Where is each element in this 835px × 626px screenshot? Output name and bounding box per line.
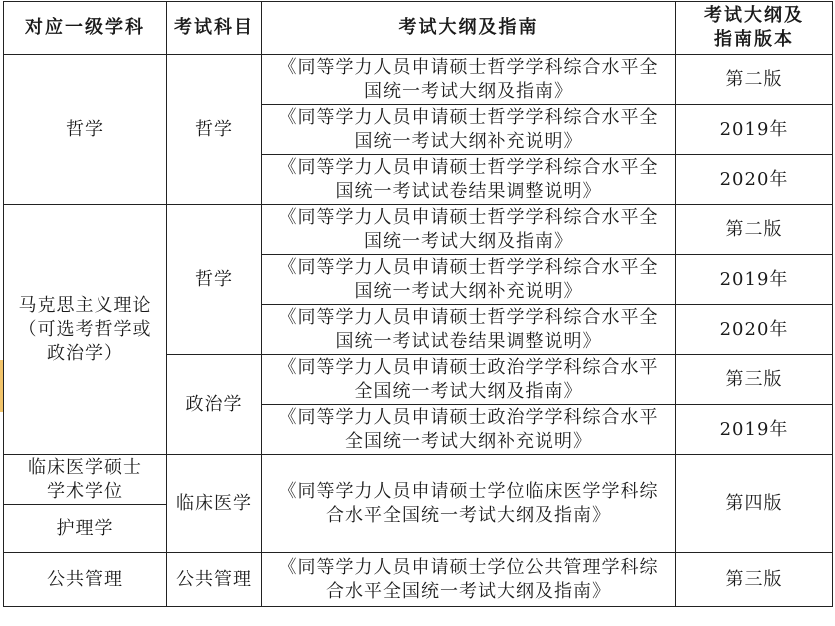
guide-cell: 《同等学力人员申请硕士学位临床医学学科综 合水平全国统一考试大纲及指南》 <box>262 455 676 553</box>
discipline-cell: 公共管理 <box>4 553 167 607</box>
version-cell: 第三版 <box>676 355 833 405</box>
version-cell: 第三版 <box>676 553 833 607</box>
discipline-cell: 马克思主义理论 （可选考哲学或 政治学） <box>4 205 167 455</box>
table-row <box>4 455 833 505</box>
discipline-cell: 护理学 <box>4 505 167 553</box>
subject-cell: 公共管理 <box>167 553 262 607</box>
version-cell: 第二版 <box>676 205 833 255</box>
version-cell: 2020年 <box>676 155 833 205</box>
subject-cell: 哲学 <box>167 55 262 205</box>
header-row <box>4 2 833 55</box>
header-guide: 考试大纲及指南 <box>262 2 676 55</box>
discipline-cell: 临床医学硕士 学术学位 <box>4 455 167 505</box>
table-row <box>4 205 833 255</box>
header-discipline: 对应一级学科 <box>4 2 167 55</box>
subject-cell: 临床医学 <box>167 455 262 553</box>
guide-cell: 《同等学力人员申请硕士哲学学科综合水平全 国统一考试大纲及指南》 <box>262 55 676 105</box>
header-subject: 考试科目 <box>167 2 262 55</box>
version-cell: 第二版 <box>676 55 833 105</box>
discipline-cell: 哲学 <box>4 55 167 205</box>
version-cell: 2019年 <box>676 405 833 455</box>
subject-cell: 政治学 <box>167 355 262 455</box>
version-cell: 第四版 <box>676 455 833 553</box>
table-row <box>4 55 833 105</box>
guide-cell: 《同等学力人员申请硕士哲学学科综合水平全 国统一考试大纲及指南》 <box>262 205 676 255</box>
header-version: 考试大纲及 指南版本 <box>676 2 833 55</box>
version-cell: 2020年 <box>676 305 833 355</box>
version-cell: 2019年 <box>676 255 833 305</box>
table-row <box>4 553 833 607</box>
guide-cell: 《同等学力人员申请硕士哲学学科综合水平全 国统一考试试卷结果调整说明》 <box>262 155 676 205</box>
exam-outline-table <box>3 1 833 607</box>
guide-cell: 《同等学力人员申请硕士学位公共管理学科综 合水平全国统一考试大纲及指南》 <box>262 553 676 607</box>
guide-cell: 《同等学力人员申请硕士政治学学科综合水平 全国统一考试大纲补充说明》 <box>262 405 676 455</box>
version-cell: 2019年 <box>676 105 833 155</box>
guide-cell: 《同等学力人员申请硕士哲学学科综合水平全 国统一考试大纲补充说明》 <box>262 255 676 305</box>
guide-cell: 《同等学力人员申请硕士政治学学科综合水平 全国统一考试大纲及指南》 <box>262 355 676 405</box>
guide-cell: 《同等学力人员申请硕士哲学学科综合水平全 国统一考试试卷结果调整说明》 <box>262 305 676 355</box>
guide-cell: 《同等学力人员申请硕士哲学学科综合水平全 国统一考试大纲补充说明》 <box>262 105 676 155</box>
subject-cell: 哲学 <box>167 205 262 355</box>
